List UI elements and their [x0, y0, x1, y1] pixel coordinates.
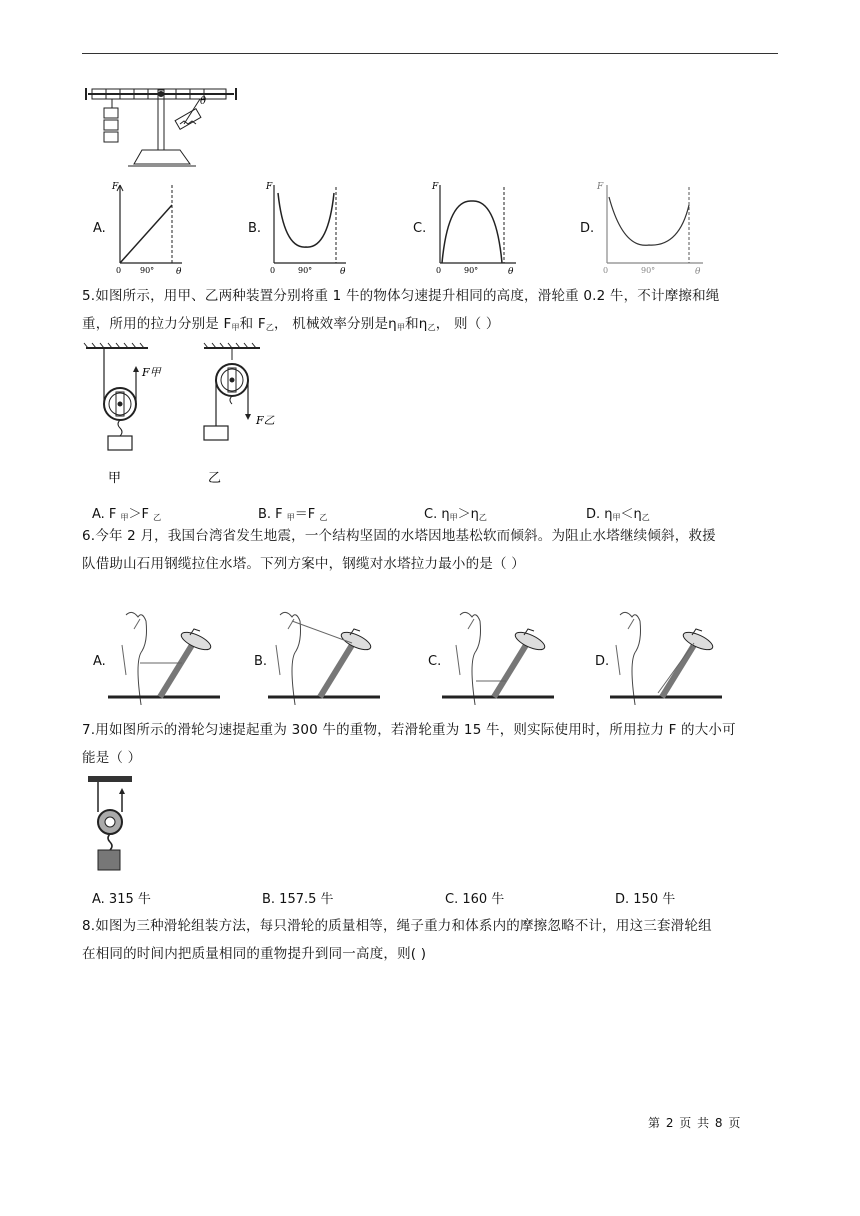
svg-text:90°: 90°: [140, 266, 155, 275]
svg-text:F: F: [112, 182, 119, 192]
svg-text:θ: θ: [176, 267, 182, 275]
q6-option-a-letter[interactable]: A.: [93, 654, 106, 669]
q4-option-d-letter[interactable]: D.: [580, 221, 595, 236]
q5-pulley-figure: [82, 342, 282, 492]
svg-text:90°: 90°: [464, 266, 479, 275]
q4-option-b-graph: [262, 175, 352, 275]
q6-stem-line1: 6.今年 2 月，我国台湾省发生地震，一个结构坚固的水塔因地基松软而倾斜。为阻止水塔继续倾斜，救援: [82, 528, 716, 544]
q7-stem-line2: 能是（ ）: [82, 750, 142, 766]
q5-stem-line2: 重，所用的拉力分别是 $F_甲$和 $F_乙$， 机械效率分别是$\eta_甲$和$\eta_乙$， 则（ ）: [82, 316, 500, 332]
svg-text:90°: 90°: [641, 266, 656, 275]
q6-option-a-figure: [108, 605, 220, 705]
q7-option-a[interactable]: A. 315 牛: [92, 892, 151, 907]
q7-pulley-figure: [86, 776, 136, 876]
theta-label: θ: [200, 96, 207, 107]
q5-option-a[interactable]: A. F $_甲$＞F $_乙$: [92, 507, 162, 522]
svg-text:0: 0: [270, 266, 276, 275]
lever-apparatus-figure: [82, 80, 252, 172]
svg-text:θ: θ: [340, 267, 346, 275]
q7-stem-line1: 7.用如图所示的滑轮匀速提起重为 300 牛的重物，若滑轮重为 15 牛，则实际使用时，所用拉力 F 的大小可: [82, 722, 736, 738]
q8-stem-line2: 在相同的时间内把质量相同的重物提升到同一高度，则( ): [82, 946, 427, 962]
header-rule: [82, 53, 778, 54]
q4-option-c-graph: [428, 175, 523, 275]
svg-text:乙: 乙: [208, 471, 222, 486]
svg-text:F: F: [432, 182, 439, 192]
svg-text:甲: 甲: [108, 471, 122, 486]
svg-text:F: F: [266, 182, 273, 192]
q6-option-b-letter[interactable]: B.: [254, 654, 268, 669]
svg-text:θ: θ: [695, 267, 701, 275]
q5-option-c[interactable]: C. $\eta_甲>\eta_乙$: [424, 507, 487, 522]
q6-option-d-letter[interactable]: D.: [595, 654, 610, 669]
svg-text:0: 0: [603, 266, 609, 275]
q6-option-c-figure: [442, 605, 554, 705]
svg-text:F乙: F乙: [256, 414, 275, 427]
q8-stem-line1: 8.如图为三种滑轮组装方法，每只滑轮的质量相等，绳子重力和体系内的摩擦忽略不计，用这三套滑轮组: [82, 918, 712, 934]
svg-text:90°: 90°: [298, 266, 313, 275]
q7-option-d[interactable]: D. 150 牛: [615, 892, 676, 907]
q4-option-b-letter[interactable]: B.: [248, 221, 262, 236]
q7-option-b[interactable]: B. 157.5 牛: [262, 892, 334, 907]
q5-stem-line1: 5.如图所示，用甲、乙两种装置分别将重 1 牛的物体匀速提升相同的高度，滑轮重 0.2 牛，不计摩擦和绳: [82, 288, 720, 304]
q5-option-d[interactable]: D. $\eta_甲<\eta_乙$: [586, 507, 650, 522]
q6-stem-line2: 队借助山石用钢缆拉住水塔。下列方案中，钢缆对水塔拉力最小的是（ ）: [82, 556, 525, 572]
q6-option-c-letter[interactable]: C.: [428, 654, 442, 669]
svg-text:0: 0: [436, 266, 442, 275]
svg-text:F甲: F甲: [142, 366, 161, 379]
q4-option-d-graph: [595, 175, 710, 275]
svg-text:θ: θ: [508, 267, 514, 275]
svg-text:F: F: [597, 182, 604, 192]
q6-option-b-figure: [268, 605, 380, 705]
q4-option-a-graph: [108, 175, 188, 275]
q4-option-c-letter[interactable]: C.: [413, 221, 427, 236]
q6-option-d-figure: [610, 605, 722, 705]
q4-option-a-letter[interactable]: A.: [93, 221, 106, 236]
q5-option-b[interactable]: B. F $_甲$＝F $_乙$: [258, 507, 328, 522]
svg-text:0: 0: [116, 266, 122, 275]
q7-option-c[interactable]: C. 160 牛: [445, 892, 505, 907]
page-footer: 第 2 页 共 8 页: [648, 1116, 742, 1130]
